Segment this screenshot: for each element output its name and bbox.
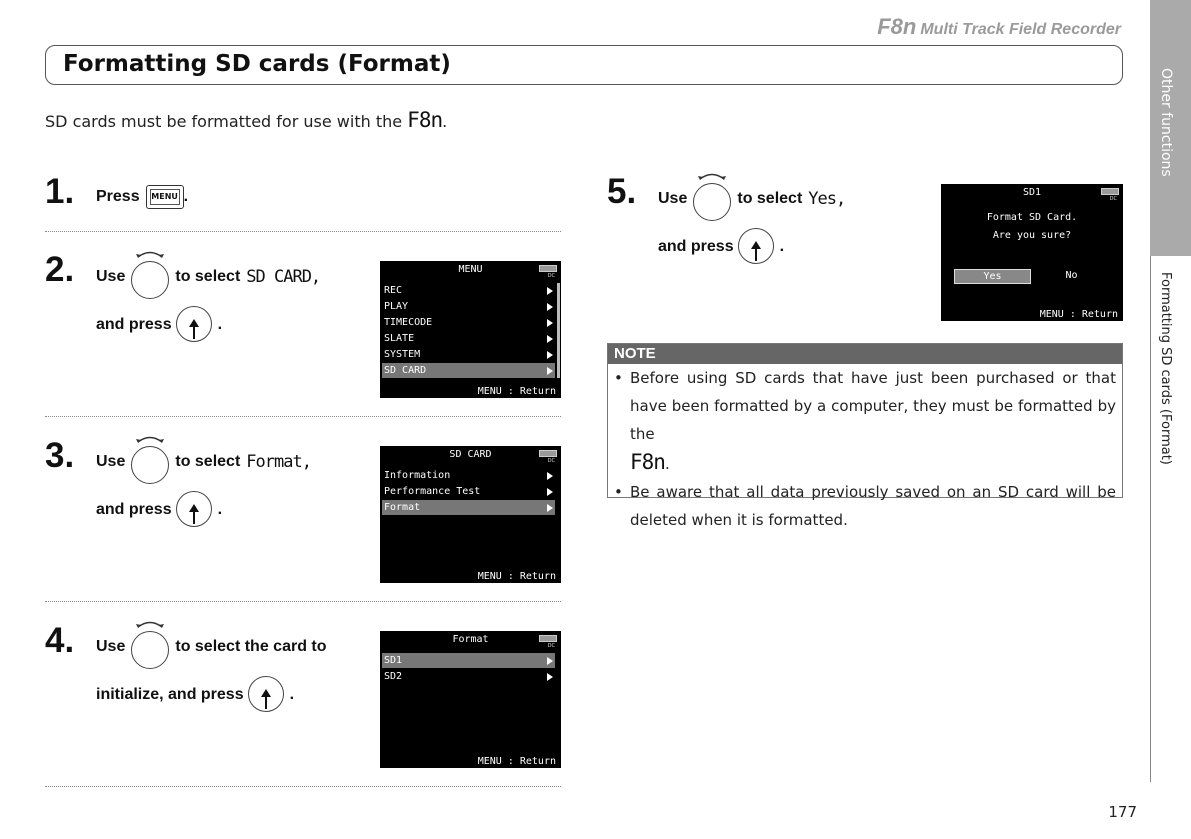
battery-dc-label: DC — [547, 643, 555, 649]
menu-key-icon: MENU — [146, 185, 184, 209]
note-body — [614, 364, 1116, 534]
step-4-line-1 — [96, 628, 327, 666]
step-3-select: to select — [175, 453, 241, 470]
no-button[interactable]: No — [1065, 270, 1078, 281]
battery-icon — [1101, 188, 1119, 195]
step-1-press: Press — [96, 188, 140, 205]
menu-item-sd2[interactable]: SD2 — [382, 669, 555, 684]
step-1-number: 1. — [45, 172, 75, 211]
screen-title: SD1 — [1022, 187, 1042, 198]
menu-item-format[interactable]: Format — [382, 500, 555, 515]
format-screen — [380, 631, 561, 768]
step-5-use: Use — [658, 190, 688, 207]
step-1-period: . — [183, 188, 189, 205]
step-3-period: . — [217, 501, 223, 518]
step-4-period: . — [289, 686, 295, 703]
menu-screen — [380, 261, 561, 398]
step-divider — [45, 786, 561, 787]
menu-item-sd-card[interactable]: SD CARD — [382, 363, 555, 378]
step-3-line-2 — [96, 491, 222, 529]
title-box — [45, 45, 1123, 85]
scrollbar[interactable] — [557, 283, 560, 378]
step-2-use: Use — [96, 268, 126, 285]
arrow-right-icon — [547, 673, 553, 681]
battery-icon — [539, 635, 557, 642]
sidebar-current-topic: Formatting SD cards (Format) — [1158, 272, 1173, 465]
step-3-number: 3. — [45, 436, 75, 475]
screen-title: Format — [452, 634, 489, 645]
menu-item-play[interactable]: PLAY — [382, 299, 555, 314]
step-4-select: to select the card to — [175, 638, 327, 655]
intro-text — [45, 108, 447, 132]
sd-card-screen — [380, 446, 561, 583]
step-5-line-1 — [658, 180, 845, 218]
arrow-right-icon — [547, 335, 553, 343]
step-3-line-1 — [96, 443, 311, 481]
note-heading: NOTE — [608, 344, 1122, 364]
note-item-1: • Before using SD cards that have just been purchased or that have been formatted by a computer, they must be formatted by the F8n. — [630, 364, 1116, 478]
screen-footer: MENU : Return — [477, 756, 556, 767]
yes-button[interactable]: Yes — [954, 269, 1031, 284]
sidebar-tab-other-functions[interactable] — [1150, 0, 1191, 256]
header-brand — [877, 14, 1121, 40]
push-dial-icon — [176, 491, 214, 529]
dial-icon — [693, 180, 731, 218]
page-title: Formatting SD cards (Format) — [63, 51, 451, 77]
sidebar-divider — [1150, 256, 1151, 782]
sidebar — [1150, 0, 1191, 839]
note-item-2: • Be aware that all data previously saved on an SD card will be deleted when it is formatted. — [630, 478, 1116, 534]
menu-item-slate[interactable]: SLATE — [382, 331, 555, 346]
bullet: • — [614, 369, 623, 387]
dial-icon — [131, 628, 169, 666]
intro-model: F8n — [407, 108, 443, 132]
step-divider — [45, 231, 561, 232]
screen-footer: MENU : Return — [477, 386, 556, 397]
step-2-period: . — [217, 316, 223, 333]
arrow-right-icon — [547, 351, 553, 359]
menu-item-system[interactable]: SYSTEM — [382, 347, 555, 362]
menu-item-sd1[interactable]: SD1 — [382, 653, 555, 668]
step-4-and-press: initialize, and press — [96, 686, 244, 703]
sidebar-tab-label: Other functions — [1158, 68, 1174, 177]
note-model: F8n — [630, 450, 665, 474]
header-model: F8n — [877, 14, 917, 39]
step-2-line-1 — [96, 258, 320, 296]
step-2-select: to select — [175, 268, 241, 285]
step-3-use: Use — [96, 453, 126, 470]
step-4-line-2 — [96, 676, 294, 714]
screen-footer: MENU : Return — [477, 571, 556, 582]
confirm-screen — [941, 184, 1123, 321]
menu-item-rec[interactable]: REC — [382, 283, 555, 298]
arrow-right-icon — [547, 504, 553, 512]
battery-dc-label: DC — [1109, 196, 1117, 202]
screen-footer: MENU : Return — [1039, 309, 1118, 320]
step-2-item: SD CARD, — [246, 267, 321, 287]
arrow-right-icon — [547, 367, 553, 375]
confirm-message-2: Are you sure? — [992, 230, 1072, 241]
arrow-right-icon — [547, 287, 553, 295]
dial-icon — [131, 258, 169, 296]
push-dial-icon — [738, 228, 776, 266]
step-5-number: 5. — [607, 172, 637, 211]
battery-dc-label: DC — [547, 458, 555, 464]
menu-item-timecode[interactable]: TIMECODE — [382, 315, 555, 330]
menu-item-performance-test[interactable]: Performance Test — [382, 484, 555, 499]
step-5-and-press: and press — [658, 238, 734, 255]
step-3-item: Format, — [246, 452, 311, 472]
step-5-select: to select — [737, 190, 803, 207]
dial-icon — [131, 443, 169, 481]
header-subtitle: Multi Track Field Recorder — [920, 21, 1121, 38]
step-2-and-press: and press — [96, 316, 172, 333]
step-4-use: Use — [96, 638, 126, 655]
arrow-right-icon — [547, 303, 553, 311]
intro-period: . — [442, 112, 448, 131]
step-divider — [45, 601, 561, 602]
step-2-number: 2. — [45, 250, 75, 289]
step-3-and-press: and press — [96, 501, 172, 518]
battery-icon — [539, 265, 557, 272]
push-dial-icon — [248, 676, 286, 714]
step-1-line — [96, 185, 188, 209]
battery-icon — [539, 450, 557, 457]
arrow-right-icon — [547, 488, 553, 496]
confirm-message-1: Format SD Card. — [986, 212, 1078, 223]
step-5-period: . — [779, 238, 785, 255]
note-box — [607, 343, 1123, 529]
step-5-line-2 — [658, 228, 784, 266]
intro-sentence: SD cards must be formatted for use with the — [45, 112, 403, 131]
arrow-right-icon — [547, 657, 553, 665]
page-number: 177 — [1108, 803, 1137, 821]
push-dial-icon — [176, 306, 214, 344]
arrow-right-icon — [547, 319, 553, 327]
arrow-right-icon — [547, 472, 553, 480]
screen-title: MENU — [458, 264, 483, 275]
screen-title: SD CARD — [449, 449, 492, 460]
battery-dc-label: DC — [547, 273, 555, 279]
step-2-line-2 — [96, 306, 222, 344]
bullet: • — [614, 483, 623, 501]
step-5-item: Yes, — [808, 189, 846, 209]
step-divider — [45, 416, 561, 417]
menu-item-information[interactable]: Information — [382, 468, 555, 483]
step-4-number: 4. — [45, 621, 75, 660]
